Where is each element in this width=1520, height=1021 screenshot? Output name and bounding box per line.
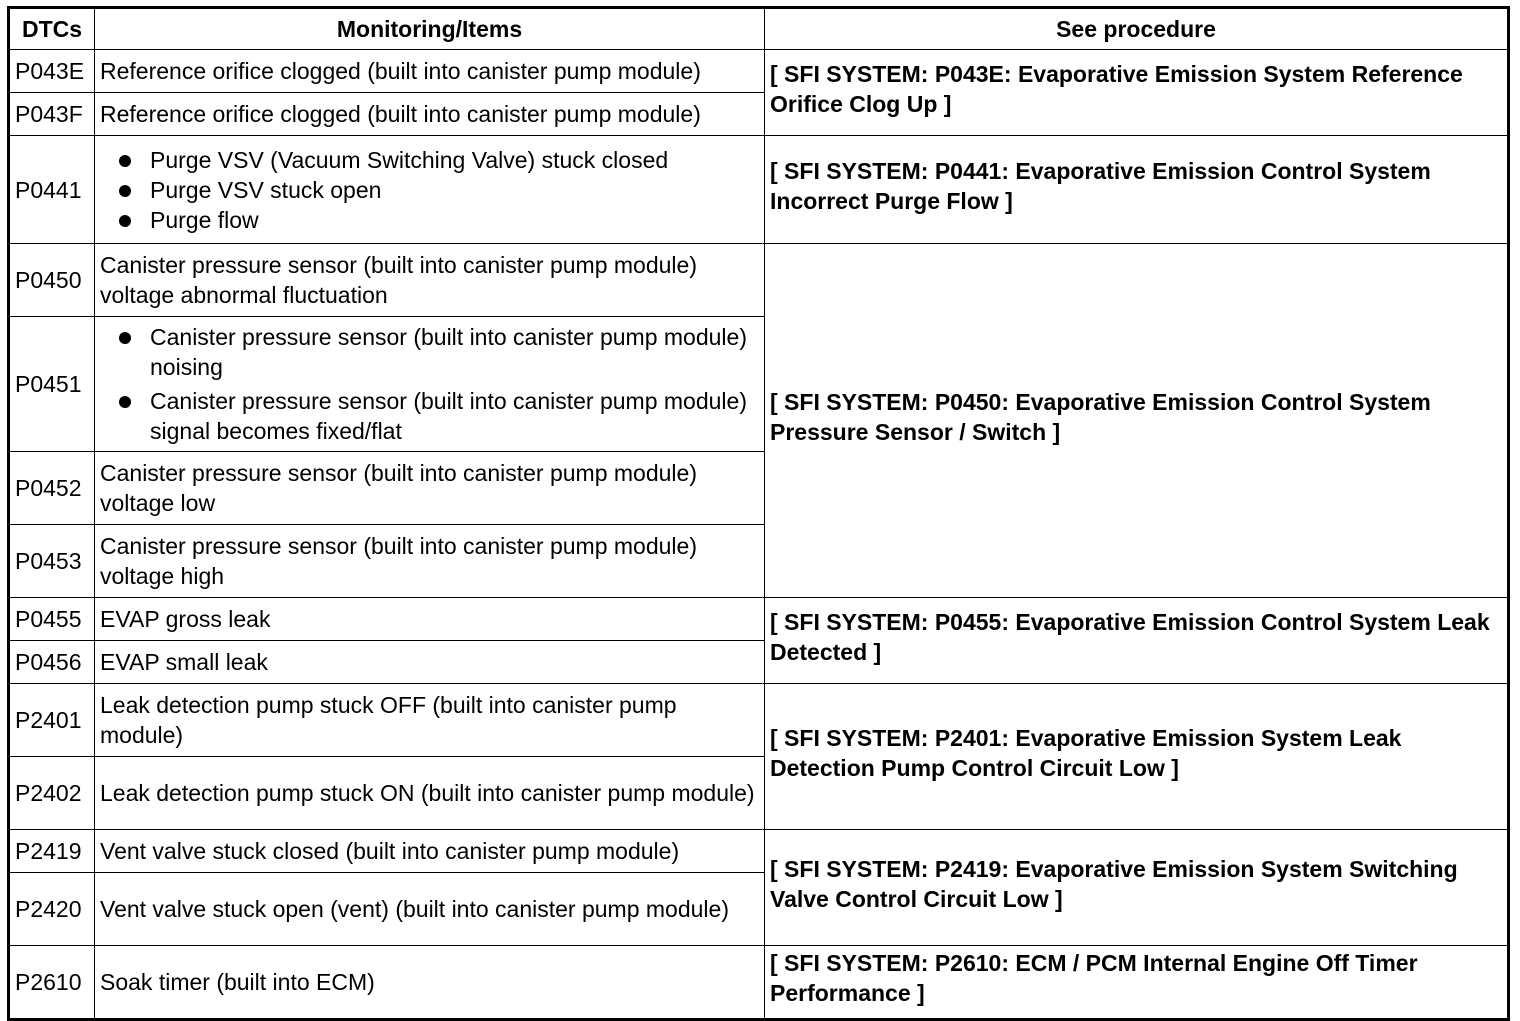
procedure-link[interactable]: [765, 598, 1509, 684]
procedure-link[interactable]: [765, 136, 1509, 244]
monitoring-item: Vent valve stuck open (vent) (built into canister pump module): [95, 873, 765, 946]
monitoring-item: EVAP small leak: [95, 641, 765, 684]
monitoring-item: Canister pressure sensor (built into canister pump module) voltage low: [95, 452, 765, 525]
monitoring-item: Leak detection pump stuck ON (built into canister pump module): [95, 757, 765, 830]
bullet-item: Canister pressure sensor (built into canister pump module) noising: [100, 322, 759, 382]
monitoring-item: Leak detection pump stuck OFF (built into canister pump module): [95, 684, 765, 757]
monitoring-item: Reference orifice clogged (built into canister pump module): [95, 93, 765, 136]
procedure-link[interactable]: [765, 50, 1509, 136]
procedure-link-text[interactable]: [ SFI SYSTEM: P2610: ECM / PCM Internal Engine Off Timer Performance ]: [770, 950, 1418, 1006]
header-monitoring: Monitoring/Items: [95, 8, 765, 50]
dtc-code: P2419: [9, 830, 95, 873]
monitoring-item: Soak timer (built into ECM): [95, 946, 765, 1020]
table-row: [9, 244, 1509, 317]
table-row: [9, 830, 1509, 873]
procedure-link[interactable]: [765, 946, 1509, 1020]
monitoring-item: Vent valve stuck closed (built into canister pump module): [95, 830, 765, 873]
monitoring-item: [95, 136, 765, 244]
table-row: [9, 684, 1509, 757]
dtc-table: [7, 6, 1510, 1021]
header-procedure: See procedure: [765, 8, 1509, 50]
dtc-code: P2402: [9, 757, 95, 830]
dtc-code: P0451: [9, 317, 95, 452]
monitoring-item: Canister pressure sensor (built into canister pump module) voltage high: [95, 525, 765, 598]
dtc-code: P0441: [9, 136, 95, 244]
bullet-list: [100, 145, 759, 235]
bullet-item: Purge flow: [100, 205, 759, 235]
procedure-link-text[interactable]: [ SFI SYSTEM: P2419: Evaporative Emission System Switching Valve Control Circuit Low ]: [770, 855, 1458, 912]
procedure-link-text[interactable]: [ SFI SYSTEM: P0455: Evaporative Emission Control System Leak Detected ]: [770, 608, 1490, 665]
dtc-code: P043E: [9, 50, 95, 93]
dtc-code: P2610: [9, 946, 95, 1020]
procedure-link-text[interactable]: [ SFI SYSTEM: P043E: Evaporative Emission System Reference Orifice Clog Up ]: [770, 60, 1463, 117]
bullet-list: [100, 322, 759, 446]
procedure-link-text[interactable]: [ SFI SYSTEM: P0450: Evaporative Emission Control System Pressure Sensor / Switch ]: [770, 388, 1431, 445]
dtc-code: P0450: [9, 244, 95, 317]
procedure-link-text[interactable]: [ SFI SYSTEM: P0441: Evaporative Emission Control System Incorrect Purge Flow ]: [770, 157, 1431, 214]
dtc-code: P0455: [9, 598, 95, 641]
monitoring-item: EVAP gross leak: [95, 598, 765, 641]
dtc-code: P0453: [9, 525, 95, 598]
bullet-item: Canister pressure sensor (built into canister pump module) signal becomes fixed/flat: [100, 386, 759, 446]
dtc-code: P2401: [9, 684, 95, 757]
monitoring-item: [95, 317, 765, 452]
dtc-code: P043F: [9, 93, 95, 136]
table-row: [9, 50, 1509, 93]
header-row: [9, 8, 1509, 50]
header-dtcs: DTCs: [9, 8, 95, 50]
table-row: [9, 136, 1509, 244]
monitoring-item: Reference orifice clogged (built into canister pump module): [95, 50, 765, 93]
monitoring-item: Canister pressure sensor (built into canister pump module) voltage abnormal fluctuation: [95, 244, 765, 317]
bullet-item: Purge VSV (Vacuum Switching Valve) stuck closed: [100, 145, 759, 175]
bullet-item: Purge VSV stuck open: [100, 175, 759, 205]
dtc-code: P0456: [9, 641, 95, 684]
procedure-link[interactable]: [765, 244, 1509, 598]
dtc-code: P0452: [9, 452, 95, 525]
table-row: [9, 598, 1509, 641]
procedure-link-text[interactable]: [ SFI SYSTEM: P2401: Evaporative Emission System Leak Detection Pump Control Circuit Low ]: [770, 724, 1402, 781]
procedure-link[interactable]: [765, 684, 1509, 830]
dtc-code: P2420: [9, 873, 95, 946]
procedure-link[interactable]: [765, 830, 1509, 946]
table-row: [9, 946, 1509, 1020]
